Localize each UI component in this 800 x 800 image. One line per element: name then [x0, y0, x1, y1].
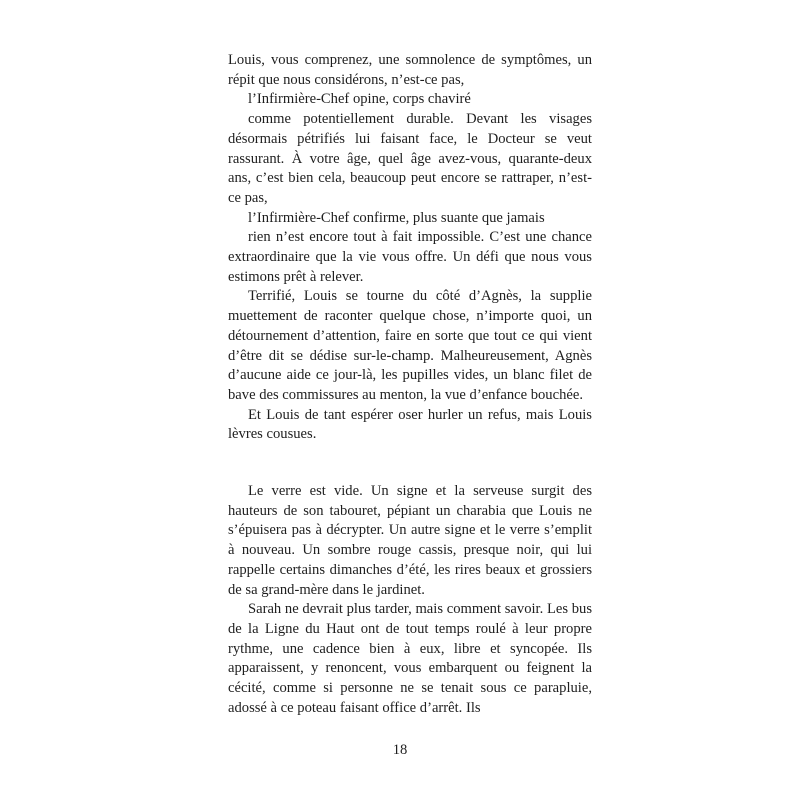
text-section-1 — [228, 51, 592, 445]
page-number: 18 — [392, 742, 408, 758]
paragraph: Et Louis de tant espérer oser hurler un refus, mais Louis lèvres cousues. — [228, 406, 592, 443]
paragraph: Le verre est vide. Un signe et la serveuse surgit des hauteurs de son tabouret, pépiant un charabia que Louis ne s’épuisera pas à décrypter. Un autre signe et le verre s’emplit à nouveau. Un sombre rouge cassis, presque noir, qui lui rappelle certains dimanches d’été, les rires beaux et grossiers de sa grand-mère dans le jardinet. — [228, 483, 592, 598]
paragraph: l’Infirmière-Chef confirme, plus suante que jamais — [248, 209, 545, 226]
paragraph: comme potentiellement durable. Devant les visages désormais pétrifiés lui faisant face, le Docteur se veut rassurant. À votre âge, quel âge avez-vous, quarante-deux ans, c’est bien cela, beaucoup peut encore se rattraper, n’est-ce pas, — [228, 111, 592, 206]
paragraph: Sarah ne devrait plus tarder, mais comment savoir. Les bus de la Ligne du Haut ont de tout temps roulé à leur propre rythme, une cadence bien à eux, libre et syncopée. Ils apparaissent, y renoncent, vous embarquent ou feignent la cécité, comme si personne ne se tenait sous ce parapluie, adossé à ce poteau faisant office d’arrêt. Ils — [228, 601, 592, 716]
paragraph: rien n’est encore tout à fait impossible. C’est une chance extraordinaire que la vie vous offre. Un défi que nous vous estimons prêt à relever. — [228, 229, 592, 285]
paragraph: Louis, vous comprenez, une somnolence de symptômes, un répit que nous considérons, n’est-ce pas, — [228, 52, 592, 88]
paragraph: Terrifié, Louis se tourne du côté d’Agnès, la supplie muettement de raconter quelque chose, n’importe quoi, un détournement d’attention, faire en sorte que tout ce qui vient d’être dit se dédise sur-le-champ. Malheureusement, Agnès d’aucune aide ce jour-là, les pupilles vides, un blanc filet de bave des commissures au menton, la vue d’enfance bouchée. — [228, 288, 592, 403]
paragraph: l’Infirmière-Chef opine, corps chaviré — [248, 91, 471, 108]
text-section-2 — [228, 482, 592, 718]
